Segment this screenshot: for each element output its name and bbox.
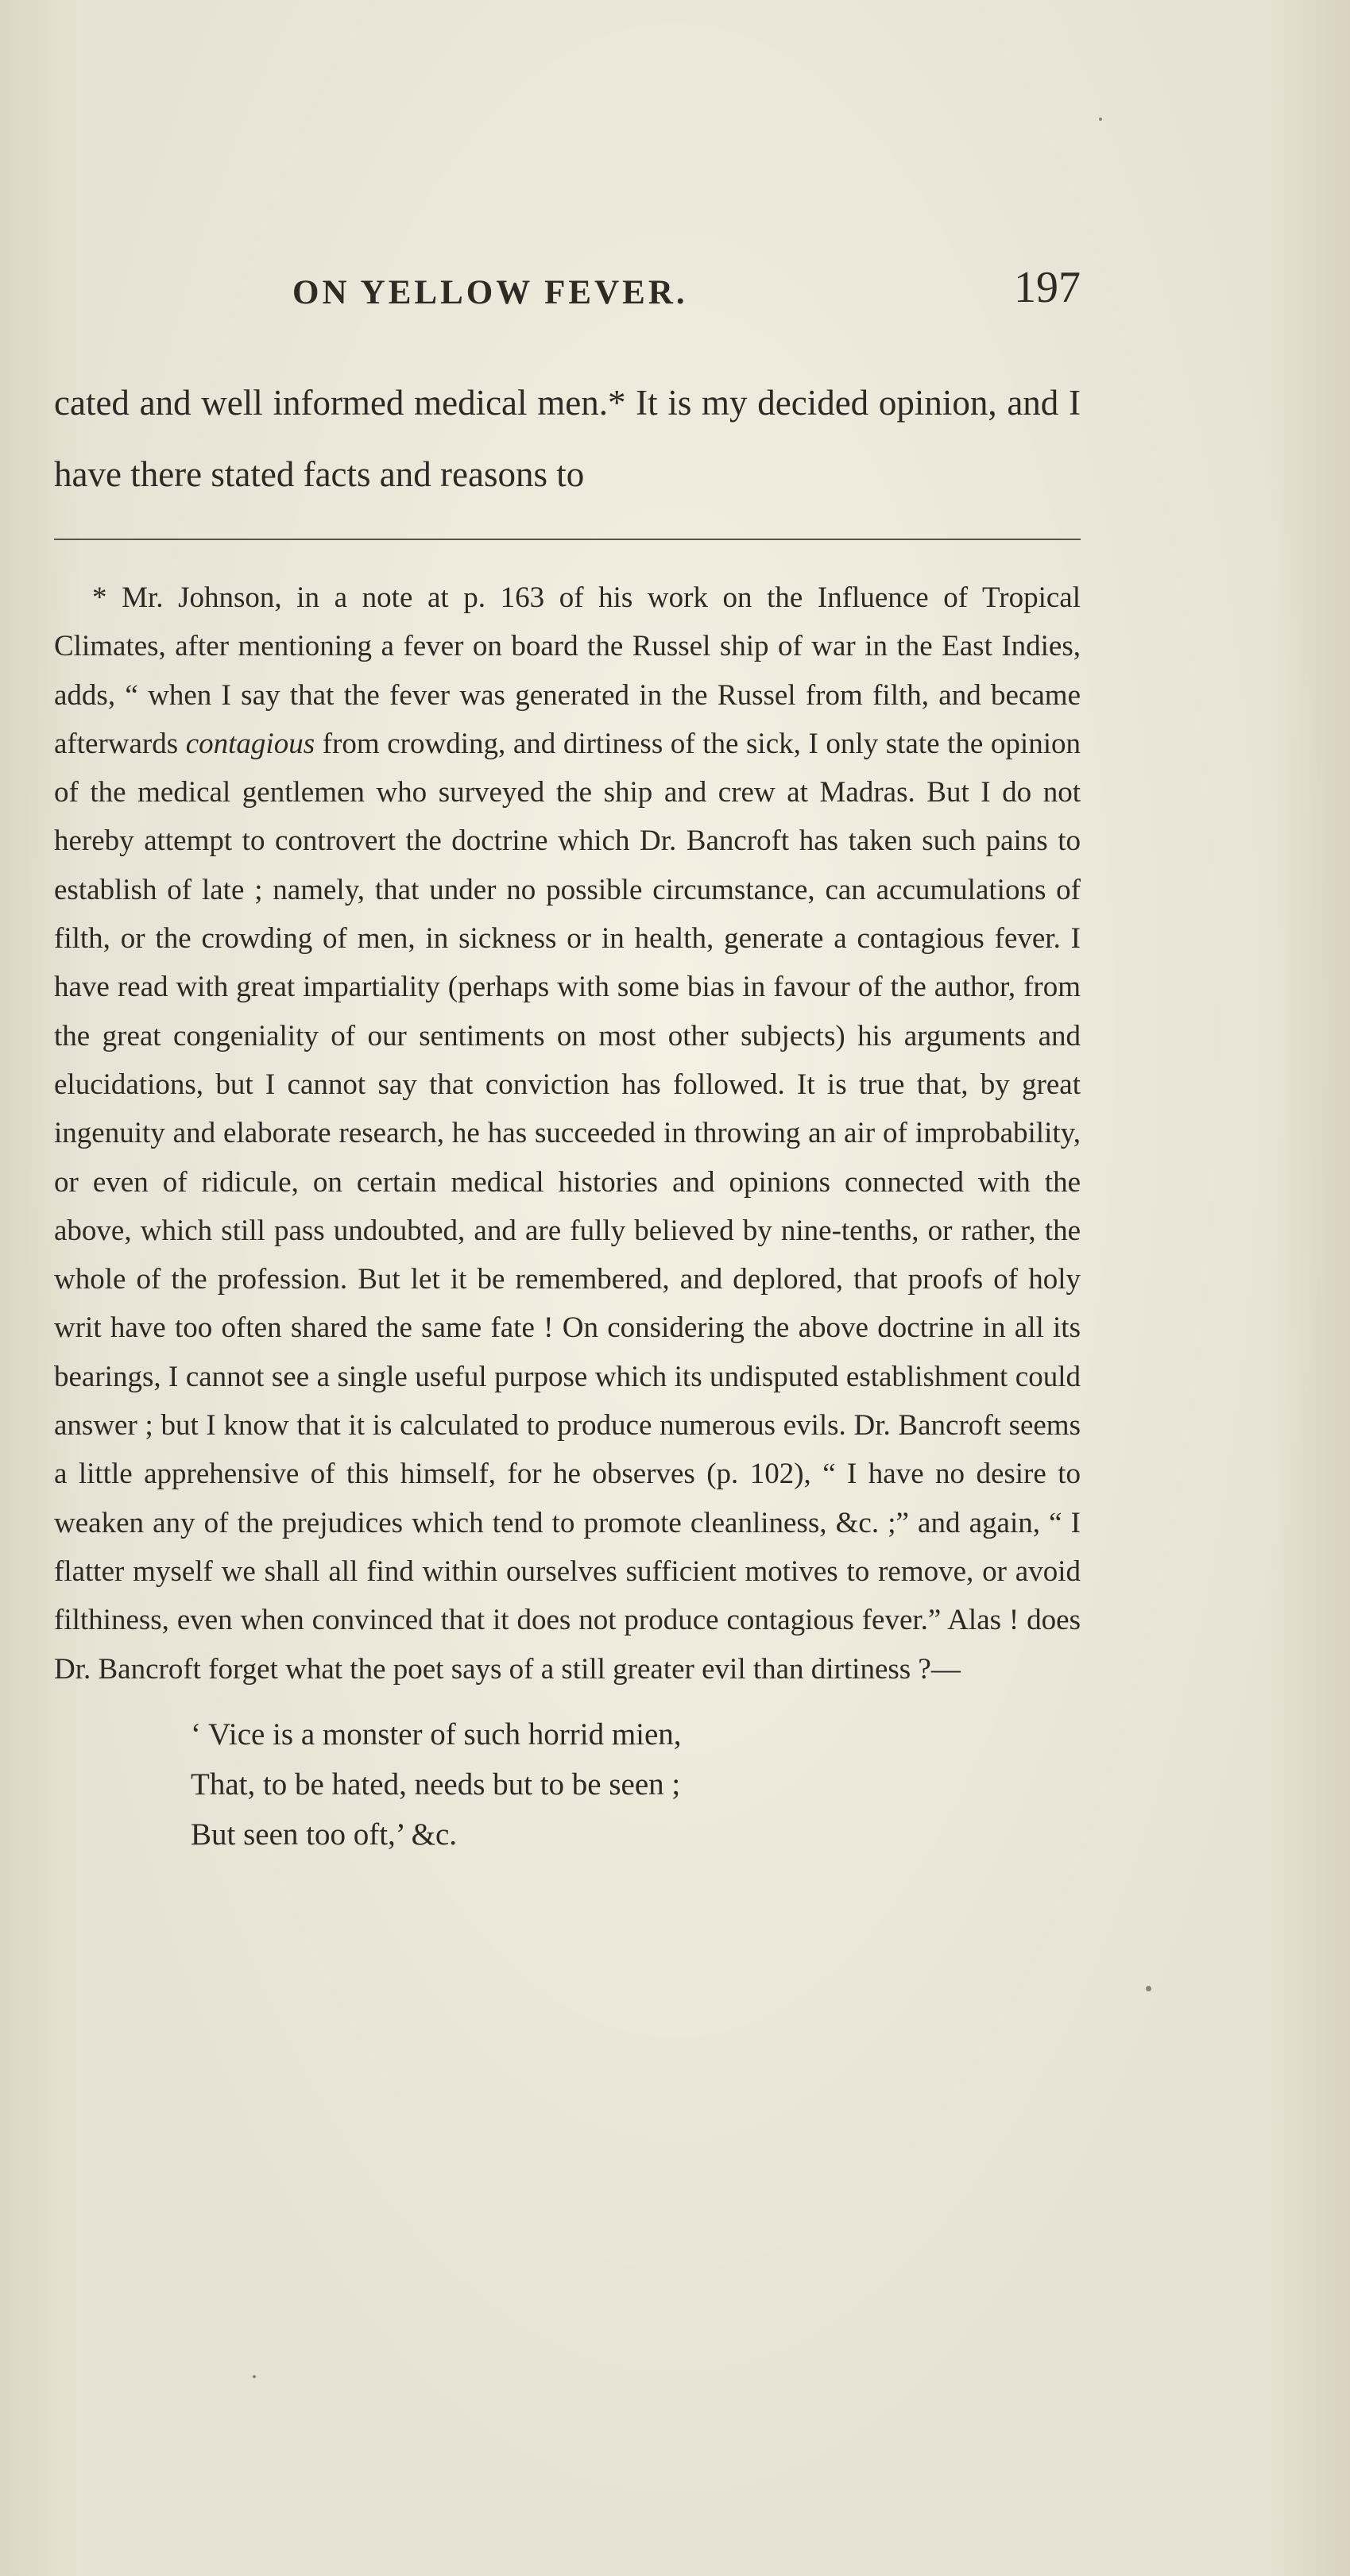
footnote [54,574,1081,1860]
paper-speck [1146,1986,1151,1991]
footnote-text-part2: from crowding, and dirtiness of the sick, I only state the opinion of the medical gentlemen who surveyed the ship and crew at Madras. But I do not hereby attempt to controvert the doctrine which Dr. Bancroft has taken such pains to establish of late ; namely, that under no possible circumstance, can accumulations of filth, or the crowding of men, in sickness or in health, generate a contagious fever. I have read with great impartiality (perhaps with some bias in favour of the author, from the great congeniality of our sentiments on most other subjects) his arguments and elucidations, but I cannot say that conviction has followed. It is true that, by great ingenuity and elaborate research, he has succeeded in throwing an air of improbability, or even of ridicule, on certain medical histories and opinions connected with the above, which still pass undoubted, and are fully believed by nine-tenths, or rather, the whole of the profession. But let it be remembered, and deplored, that proofs of holy writ have too often shared the same fate ! On considering the above doctrine in all its bearings, I cannot see a single useful purpose which its undisputed establishment could answer ; but I know that it is calculated to produce numerous evils. Dr. Bancroft seems a little apprehensive of this himself, for he observes (p. 102), “ I have no desire to weaken any of the prejudices which tend to promote cleanliness, &c. ;” and again, “ I flatter myself we shall all find within ourselves sufficient motives to remove, or avoid filthiness, even when convinced that it does not produce contagious fever.” Alas ! does Dr. Bancroft forget what the poet says of a still greater evil than dirtiness ?— [54,727,1081,1686]
footnote-italic-word: contagious [185,727,315,760]
verse-line: But seen too oft,’ &c. [191,1817,458,1852]
body-paragraph: cated and well informed medical men.* It is my decided opinion, and I have there stated facts and reasons to [54,383,1081,494]
footnote-rule [54,539,1081,540]
page-number: 197 [1014,263,1081,312]
footnote-text-part1: * Mr. Johnson, in a note at p. 163 of his work on the Influence of Tropical Climates, after mentioning a fever on board the Russel ship of war in the East Indies, adds, “ when I say that the fever was generated in the Russel from filth, and became afterwards [54,581,1081,760]
verse-line: That, to be hated, needs but to be seen ; [191,1767,681,1802]
verse-line: ‘ Vice is a monster of such horrid mien, [191,1717,682,1751]
paper-speck [253,2375,256,2378]
verse-quotation [191,1709,1081,1860]
footnote-paragraph [54,574,1081,1694]
running-head-title: ON YELLOW FEVER. [292,274,688,311]
paper-speck [1099,118,1102,121]
running-head [54,262,1081,326]
